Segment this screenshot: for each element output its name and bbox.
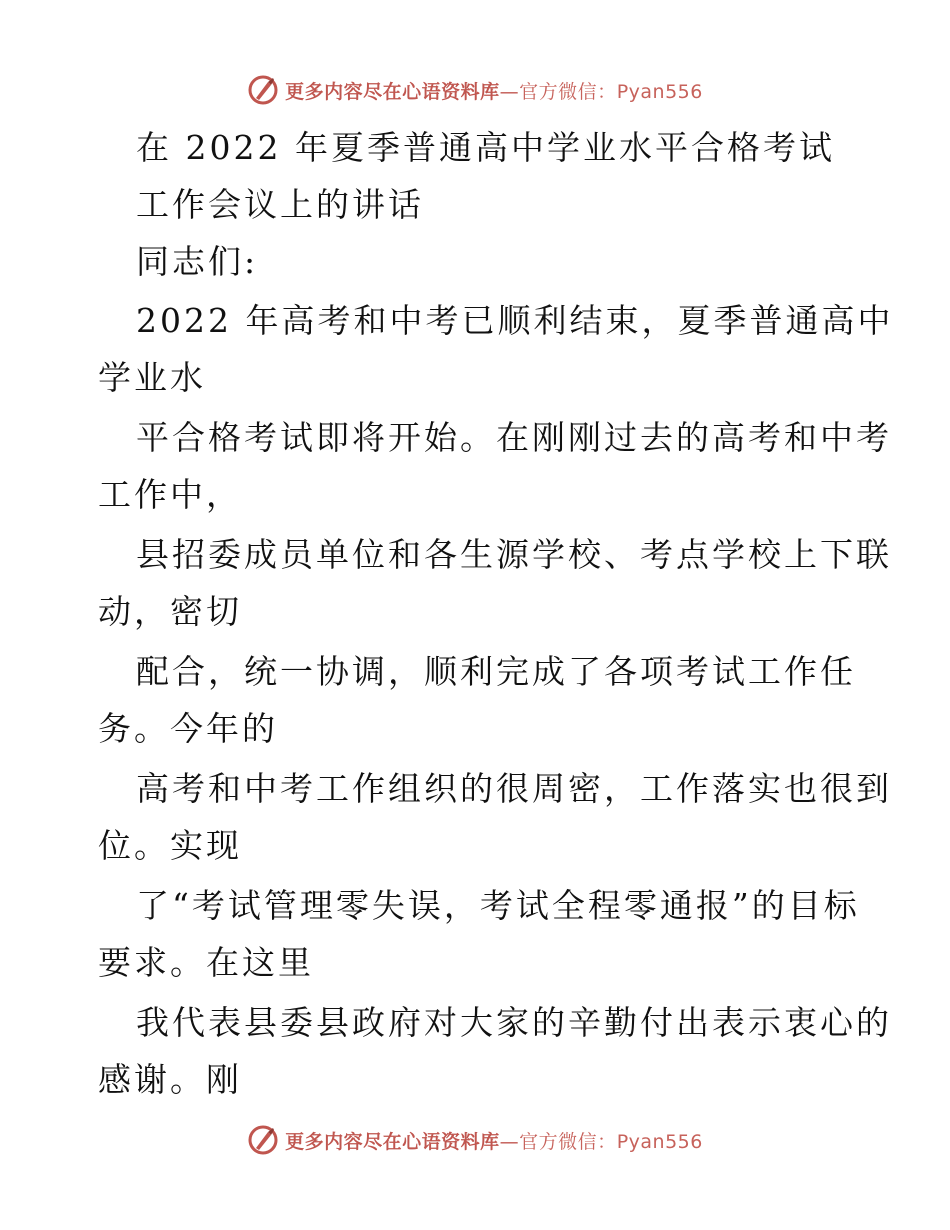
watermark-main: 更多内容尽在心语资料库 bbox=[285, 80, 500, 103]
title-line-1: 在 2022 年夏季普通高中学业水平合格考试 bbox=[136, 128, 835, 167]
paragraph-line: 工作中， bbox=[98, 475, 242, 514]
watermark-dash: — bbox=[499, 1130, 520, 1153]
paragraph-line: 位。实现 bbox=[98, 826, 242, 865]
watermark-sub: 官方微信： bbox=[519, 1130, 617, 1153]
watermark-text bbox=[285, 1127, 703, 1154]
watermark-id: Pyan556 bbox=[616, 80, 703, 103]
watermark-dash: — bbox=[499, 80, 520, 103]
paragraph-line: 务。今年的 bbox=[98, 709, 278, 748]
paragraph-line: 县招委成员单位和各生源学校、考点学校上下联 bbox=[136, 535, 892, 574]
watermark-sub: 官方微信： bbox=[519, 80, 617, 103]
watermark-main: 更多内容尽在心语资料库 bbox=[285, 1130, 500, 1153]
title-line-2: 工作会议上的讲话 bbox=[136, 185, 424, 224]
paragraph-line: 动，密切 bbox=[98, 592, 242, 631]
paragraph-line: 高考和中考工作组织的很周密，工作落实也很到 bbox=[136, 769, 892, 808]
feather-pen-circle-icon bbox=[247, 1124, 279, 1156]
paragraph-line: 2022 年高考和中考已顺利结束，夏季普通高中 bbox=[136, 301, 894, 340]
watermark-banner-bottom bbox=[0, 1120, 950, 1160]
paragraph-line: 平合格考试即将开始。在刚刚过去的高考和中考 bbox=[136, 418, 892, 457]
paragraph-line: 要求。在这里 bbox=[98, 943, 314, 982]
paragraph-line: 我代表县委县政府对大家的辛勤付出表示衷心的 bbox=[136, 1003, 892, 1042]
salutation: 同志们: bbox=[136, 242, 259, 281]
watermark-id: Pyan556 bbox=[616, 1130, 703, 1153]
paragraph-line: 配合，统一协调，顺利完成了各项考试工作任 bbox=[136, 652, 856, 691]
paragraph-line: 学业水 bbox=[98, 358, 206, 397]
paragraph-line: 了“考试管理零失误，考试全程零通报”的目标 bbox=[136, 886, 860, 925]
paragraph-line: 感谢。刚 bbox=[98, 1060, 242, 1099]
